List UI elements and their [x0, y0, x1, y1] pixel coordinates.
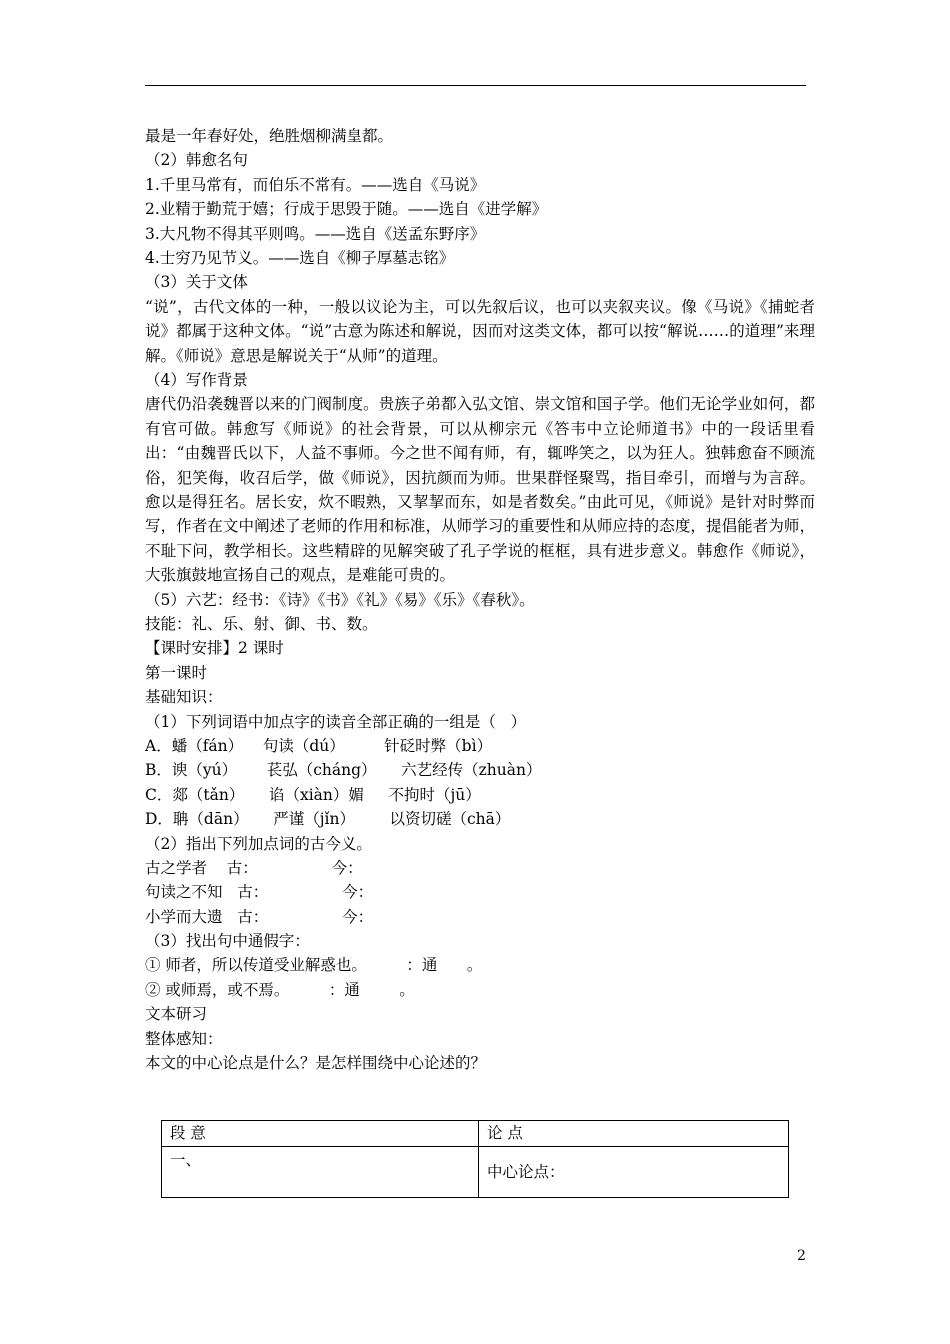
- fill-line: 小学而大遗 古： 今：: [145, 907, 374, 926]
- quote-line: 4.士穷乃见节义。——选自《柳子厚墓志铭》: [145, 248, 455, 267]
- background-paragraph: 唐代仍沿袭魏晋以来的门阀制度。贵族子弟都入弘文馆、崇文馆和国子学。他们无论学业如何，都有官可做。韩愈写《师说》的社会背景，可以从柳宗元《答韦中立论师道书》中的一段话里看出：“由魏晋氏以下，人益不事师。今之世不闻有师，有，辄哗笑之，以为狂人。独韩愈奋不顾流俗，犯笑侮，收召后学，做《师说》，因抗颜而为师。世果群怪聚骂，指目牵引，而增与为言辞。愈以是得狂名。居长安，炊不暇熟，又挈挈而东，如是者数矣。”由此可见，《师说》是针对时弊而写，作者在文中阐述了老师的作用和标准，从师学习的重要性和从师应持的态度，提倡能者为师，不耻下问，教学相长。这些精辟的见解突破了孔子学说的框框，具有进步意义。韩愈作《师说》，大张旗鼓地宣扬自己的观点，是难能可贵的。: [145, 395, 815, 585]
- genre-paragraph: “说”，古代文体的一种，一般以议论为主，可以先叙后议，也可以夹叙夹议。像《马说》《捕蛇者说》都属于这种文体。“说”古意为陈述和解说，因而对这类文体，都可以按“解说……的道理”来理解。《师说》意思是解说关于“从师”的道理。: [145, 297, 815, 365]
- outline-table: [161, 1120, 789, 1198]
- page-number: 2: [797, 1248, 806, 1264]
- basic-knowledge-heading: 基础知识：: [145, 688, 223, 707]
- table-cell-text: 中心论点：: [487, 1163, 565, 1181]
- fill-line: ② 或师焉，或不焉。 ：通 。: [145, 980, 415, 999]
- question-1: （1）下列词语中加点字的读音全部正确的一组是（ ）: [145, 712, 527, 731]
- option-d: D．聃（dān） 严谨（jǐn） 以资切磋（chā）: [145, 810, 511, 829]
- table-cell: [479, 1147, 789, 1198]
- header-rule: [145, 85, 806, 86]
- six-arts-line: （5）六艺：经书：《诗》《书》《礼》《易》《乐》《春秋》。: [145, 590, 535, 609]
- quote-line: 2.业精于勤荒于嬉；行成于思毁于随。——选自《进学解》: [145, 200, 548, 219]
- section-heading-genre: （3）关于文体: [145, 273, 248, 292]
- quote-line: 1.千里马常有，而伯乐不常有。——选自《马说》: [145, 175, 486, 194]
- table-row: [162, 1147, 789, 1198]
- schedule-line: 【课时安排】2 课时: [145, 639, 284, 658]
- question-3: （3）找出句中通假字：: [145, 932, 310, 951]
- option-a: A．蟠（fán） 句读（dú） 针砭时弊（bì）: [145, 736, 493, 755]
- table-cell: [162, 1147, 479, 1198]
- fill-line: 古之学者 古： 今：: [145, 858, 363, 877]
- option-b: B．谀（yú） 苌弘（cháng） 六艺经传（zhuàn）: [145, 761, 542, 780]
- document-body: [145, 124, 815, 1075]
- table-cell-text: 一、: [170, 1151, 202, 1169]
- option-c: C．郯（tǎn） 谄（xiàn）媚 不拘时（jū）: [145, 785, 481, 804]
- text-line: 最是一年春好处，绝胜烟柳满皇都。: [145, 127, 394, 145]
- lesson-title: 第一课时: [145, 663, 208, 682]
- fill-line: 句读之不知 古： 今：: [145, 883, 374, 902]
- skills-line: 技能：礼、乐、射、御、书、数。: [145, 614, 378, 633]
- table-header-cell: 段 意: [162, 1121, 479, 1147]
- central-question: 本文的中心论点是什么？是怎样围绕中心论述的？: [145, 1054, 487, 1073]
- section-heading-background: （4）写作背景: [145, 370, 248, 389]
- question-2: （2）指出下列加点词的古今义。: [145, 834, 372, 853]
- text-study-heading: 文本研习: [145, 1005, 208, 1024]
- table-header-row: [162, 1121, 789, 1147]
- section-heading-quotes: （2）韩愈名句: [145, 151, 248, 170]
- quote-line: 3.大凡物不得其平则鸣。——选自《送孟东野序》: [145, 224, 486, 243]
- table-header-cell: 论 点: [479, 1121, 789, 1147]
- fill-line: ① 师者，所以传道受业解惑也。 ：通 。: [145, 956, 483, 975]
- overall-perception-heading: 整体感知：: [145, 1029, 223, 1048]
